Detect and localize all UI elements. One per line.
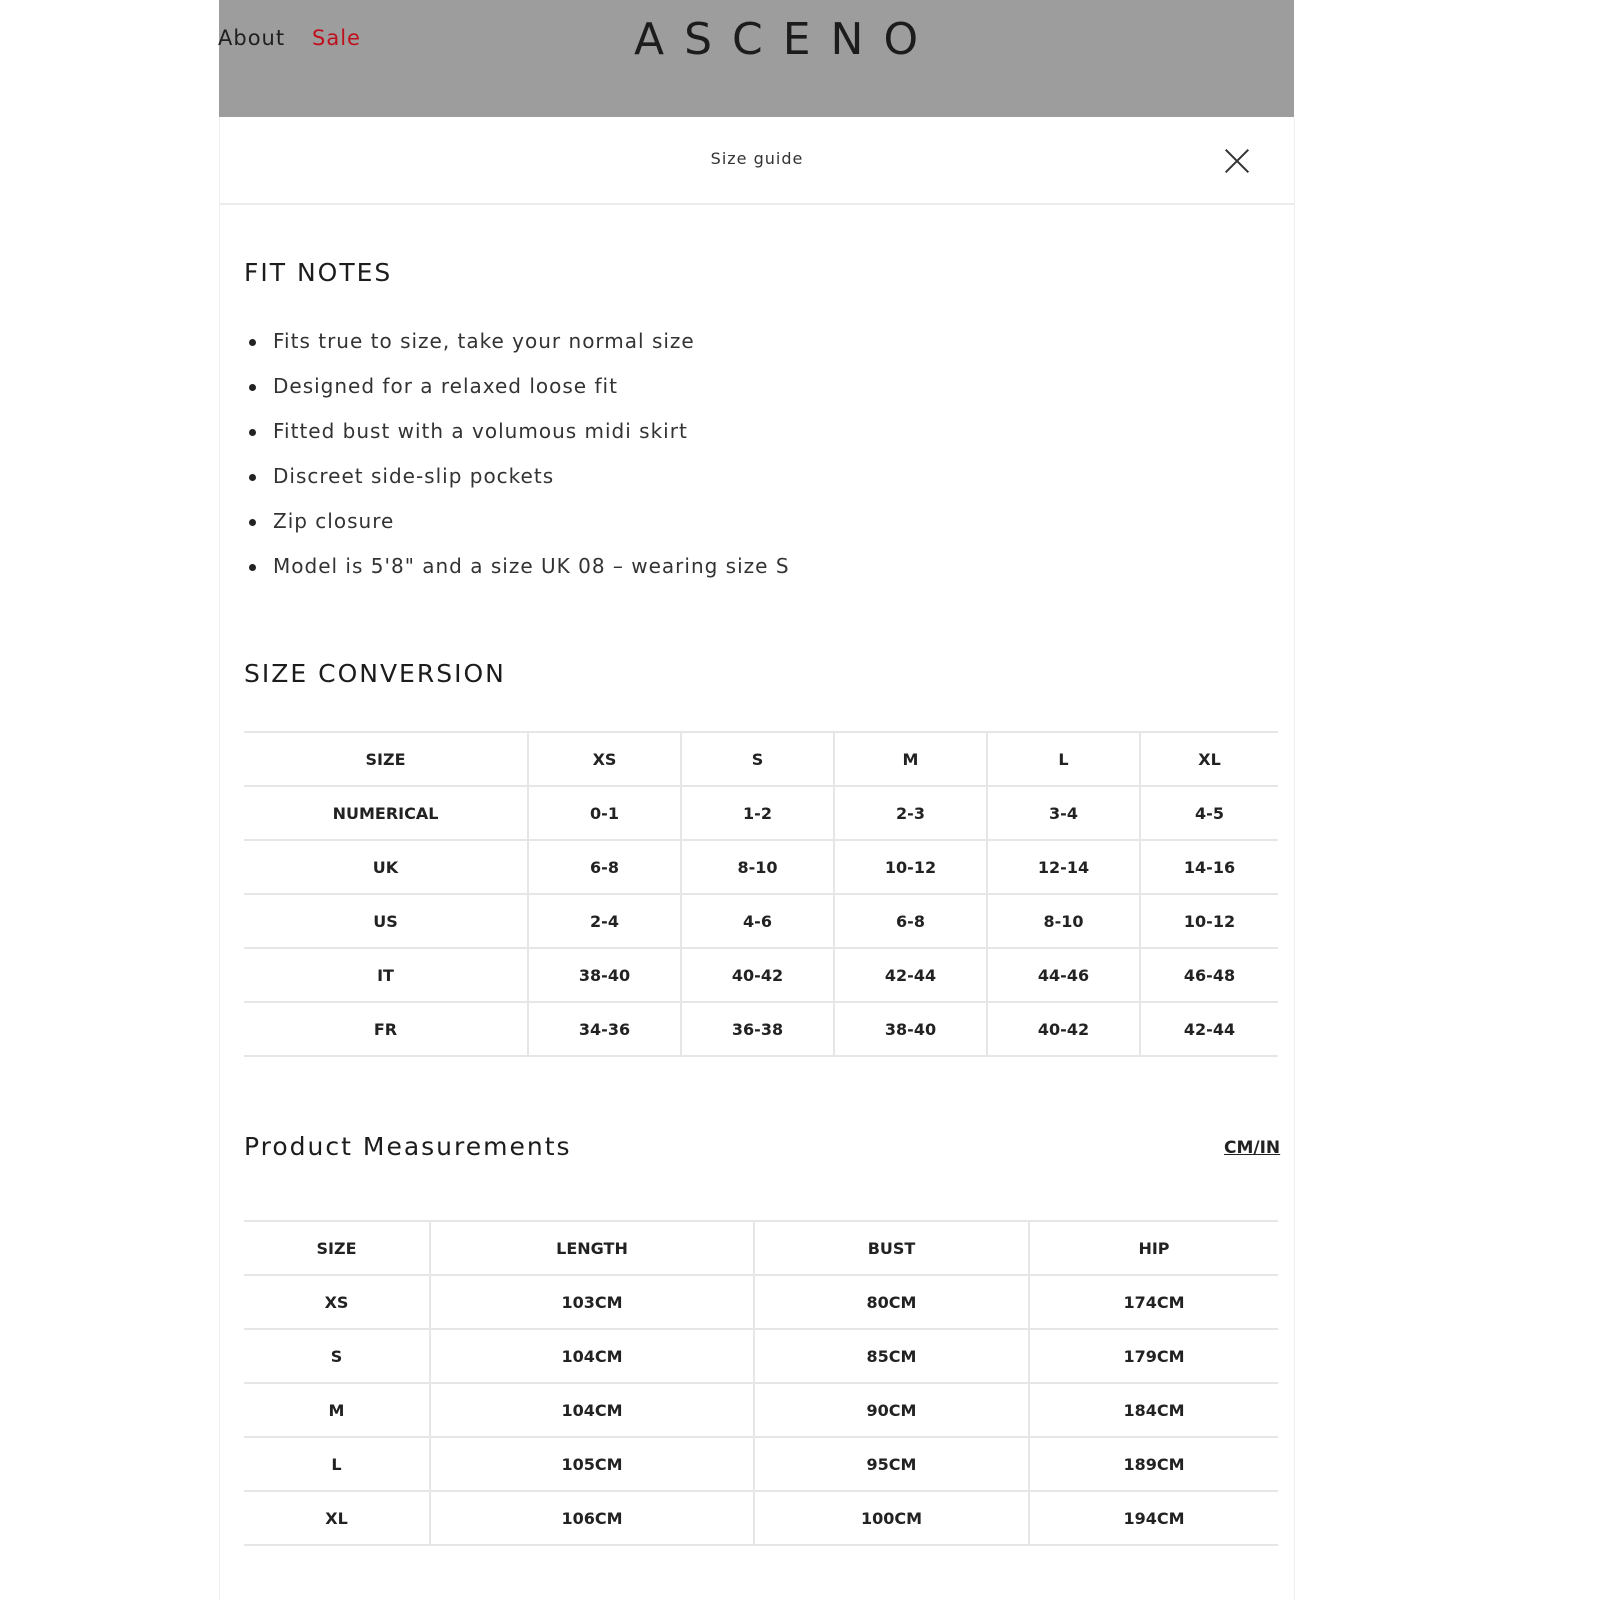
table-cell: 42-44 [834,948,987,1002]
table-cell: 2-4 [528,894,681,948]
table-cell: 104CM [430,1383,754,1437]
fit-note-item: Designed for a relaxed loose fit [246,374,790,419]
table-cell: 179CM [1029,1329,1278,1383]
table-cell: 8-10 [681,840,834,894]
table-cell: 189CM [1029,1437,1278,1491]
table-cell: 104CM [430,1329,754,1383]
table-header-cell: L [987,732,1140,786]
fit-note-item: Fits true to size, take your normal size [246,329,790,374]
table-cell: 38-40 [834,1002,987,1056]
unit-toggle-link[interactable]: CM/IN [1224,1138,1281,1158]
table-cell: S [244,1329,430,1383]
product-measurements-title: Product Measurements [244,1132,572,1161]
table-cell: 100CM [754,1491,1029,1545]
table-cell: 105CM [430,1437,754,1491]
table-row [244,1437,1278,1491]
table-cell: 3-4 [987,786,1140,840]
table-cell: 42-44 [1140,1002,1278,1056]
table-header-cell: LENGTH [430,1221,754,1275]
table-cell: 2-3 [834,786,987,840]
table-header-cell: SIZE [244,1221,430,1275]
fit-notes-title: FIT NOTES [244,258,393,287]
table-cell: XL [244,1491,430,1545]
table-cell: 40-42 [987,1002,1140,1056]
table-header-cell: M [834,732,987,786]
table-row [244,1002,1278,1056]
table-cell: 90CM [754,1383,1029,1437]
close-icon[interactable] [1224,148,1250,174]
table-cell: 34-36 [528,1002,681,1056]
table-cell: UK [244,840,528,894]
table-header-row [244,1221,1278,1275]
fit-notes-list [246,329,790,599]
table-cell: M [244,1383,430,1437]
nav-about-link[interactable]: About [218,26,286,50]
nav-sale-link[interactable]: Sale [312,26,361,50]
table-cell: IT [244,948,528,1002]
table-header-row [244,732,1278,786]
table-header-cell: XL [1140,732,1278,786]
table-cell: 40-42 [681,948,834,1002]
site-header [219,0,1294,117]
table-row [244,894,1278,948]
table-row [244,786,1278,840]
table-cell: 106CM [430,1491,754,1545]
modal-title: Size guide [710,149,804,168]
fit-note-item: Discreet side-slip pockets [246,464,790,509]
table-cell: 44-46 [987,948,1140,1002]
table-cell: 194CM [1029,1491,1278,1545]
product-measurements-table [244,1220,1278,1546]
table-cell: 103CM [430,1275,754,1329]
table-cell: 1-2 [681,786,834,840]
table-cell: FR [244,1002,528,1056]
table-row [244,1383,1278,1437]
table-header-cell: S [681,732,834,786]
table-row [244,840,1278,894]
table-cell: 80CM [754,1275,1029,1329]
table-cell: 10-12 [1140,894,1278,948]
table-row [244,948,1278,1002]
table-header-cell: HIP [1029,1221,1278,1275]
size-conversion-table [244,731,1278,1057]
table-cell: 46-48 [1140,948,1278,1002]
table-header-cell: SIZE [244,732,528,786]
table-cell: 10-12 [834,840,987,894]
table-cell: 4-5 [1140,786,1278,840]
table-cell: 36-38 [681,1002,834,1056]
table-cell: 12-14 [987,840,1140,894]
table-row [244,1329,1278,1383]
table-cell: NUMERICAL [244,786,528,840]
size-guide-modal [219,117,1295,1600]
table-cell: 8-10 [987,894,1140,948]
table-cell: 184CM [1029,1383,1278,1437]
table-cell: US [244,894,528,948]
table-cell: 6-8 [528,840,681,894]
table-row [244,1275,1278,1329]
table-cell: 6-8 [834,894,987,948]
brand-logo[interactable]: ASCENO [634,14,939,65]
size-conversion-title: SIZE CONVERSION [244,659,506,688]
table-header-cell: BUST [754,1221,1029,1275]
table-row [244,1491,1278,1545]
fit-note-item: Fitted bust with a volumous midi skirt [246,419,790,464]
table-cell: 85CM [754,1329,1029,1383]
table-cell: 95CM [754,1437,1029,1491]
table-cell: XS [244,1275,430,1329]
modal-header [220,117,1294,205]
table-cell: 38-40 [528,948,681,1002]
fit-note-item: Zip closure [246,509,790,554]
table-cell: 14-16 [1140,840,1278,894]
fit-note-item: Model is 5'8" and a size UK 08 – wearing size S [246,554,790,599]
table-cell: 0-1 [528,786,681,840]
table-cell: L [244,1437,430,1491]
table-cell: 174CM [1029,1275,1278,1329]
table-header-cell: XS [528,732,681,786]
table-cell: 4-6 [681,894,834,948]
